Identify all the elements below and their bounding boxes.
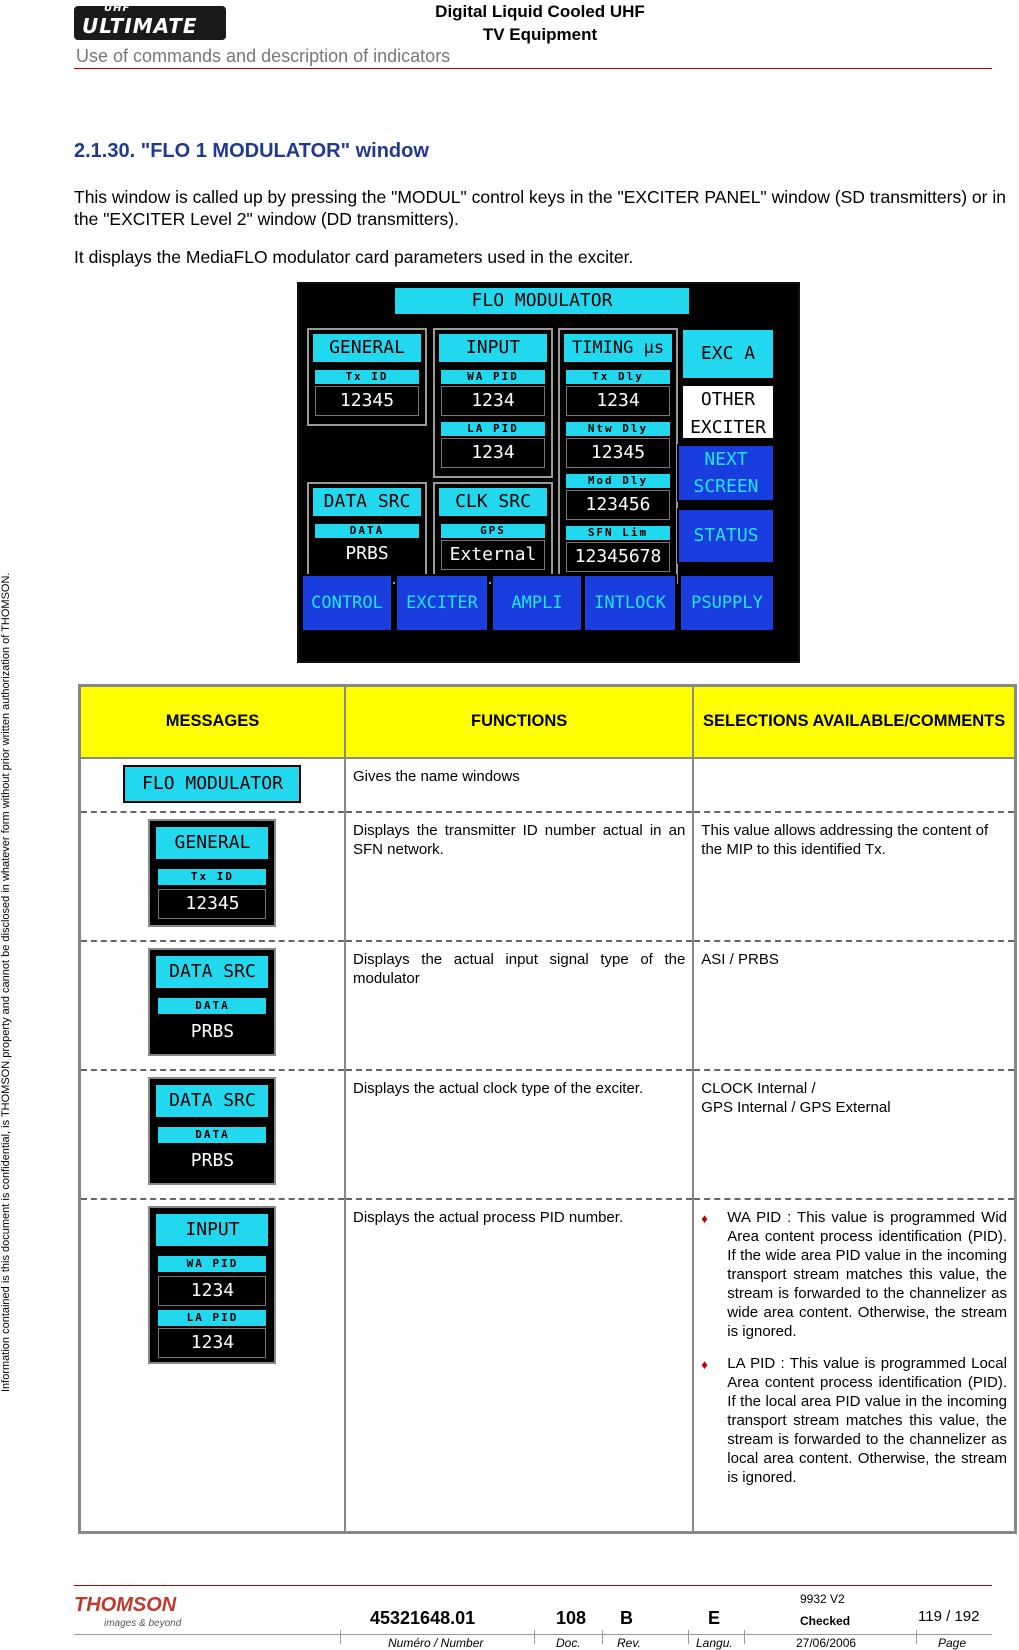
la-pid-label: LA PID (441, 422, 545, 436)
col-functions: FUNCTIONS (345, 686, 693, 758)
la-pid-value: 1234 (441, 438, 545, 468)
section-paragraph-1: This window is called up by pressing the "MODUL" control keys in the "EXCITER PANEL" window (SD transmitters) or in the "EXCITER Level 2" window (DD transmitters). (74, 187, 1006, 229)
section-paragraph-2: It displays the MediaFLO modulator card parameters used in the exciter. (74, 247, 634, 267)
data-value: PRBS (315, 540, 419, 570)
timing-header: TIMING µs (562, 332, 674, 364)
mod-dly-label: Mod Dly (566, 474, 670, 488)
doc-number: 45321648.01 (370, 1608, 476, 1628)
general-image: GENERAL Tx ID 12345 (148, 819, 276, 927)
label-lang: Langu. (696, 1636, 733, 1650)
label-rev: Rev. (617, 1636, 641, 1650)
wa-pid-label: WA PID (441, 370, 545, 384)
general-header: GENERAL (311, 332, 423, 364)
col-selections: SELECTIONS AVAILABLE/COMMENTS (693, 686, 1015, 758)
ntw-dly-value: 12345 (566, 438, 670, 468)
messages-table (78, 684, 1017, 1534)
sfn-lim-value: 12345678 (566, 542, 670, 572)
ntw-dly-label: Ntw Dly (566, 422, 670, 436)
section-heading: 2.1.30. "FLO 1 MODULATOR" window (74, 140, 429, 162)
exc-a-button[interactable]: EXC A (681, 328, 775, 380)
header-divider (74, 68, 992, 69)
status-button[interactable]: STATUS (677, 508, 775, 564)
confidentiality-note: Information contained is this document is confidential, is THOMSON property and cannot be disclosed in whatever form without prior written authorization of THOMSON. (0, 572, 12, 1392)
input-group (433, 328, 553, 478)
table-header-row (80, 686, 1016, 758)
doc-code: 108 (556, 1608, 587, 1628)
general-group (307, 328, 427, 426)
col-messages: MESSAGES (80, 686, 345, 758)
la-pid-bullet: ♦ LA PID : This value is programmed Local Area content process identification (PID). If the local area PID value in the incoming transport stream matches this value, the stream is forwarded to the channelizer as local area content. Otherwise, the stream is ignored. (701, 1354, 1007, 1486)
label-number: Numéro / Number (388, 1636, 484, 1650)
row2-comment: This value allows addressing the content of the MIP to this identified Tx. (693, 812, 1015, 941)
thomson-logo: THOMSON images & beyond (74, 1594, 182, 1629)
label-doc: Doc. (556, 1636, 581, 1650)
row4-comment: CLOCK Internal / GPS Internal / GPS External (693, 1070, 1015, 1199)
exciter-button[interactable]: EXCITER (395, 574, 489, 632)
clk-src-group (433, 482, 553, 584)
data-src-header: DATA SRC (311, 486, 423, 518)
ultimate-logo (74, 3, 226, 40)
language: E (708, 1608, 721, 1628)
logo-text: ULTIMATE (82, 14, 198, 38)
row1-comment (693, 758, 1015, 812)
tx-id-value: 12345 (315, 386, 419, 416)
screen-title: FLO MODULATOR (393, 286, 691, 316)
header-subtitle: Use of commands and description of indicators (76, 46, 451, 66)
tx-id-label: Tx ID (315, 370, 419, 384)
row2-function: Displays the transmitter ID number actual in an SFN network. (345, 812, 693, 941)
sfn-lim-label: SFN Lim (566, 526, 670, 540)
clk-value: External (441, 540, 545, 570)
logo-uhf: UHF (104, 3, 131, 14)
mod-dly-value: 123456 (566, 490, 670, 520)
tx-dly-value: 1234 (566, 386, 670, 416)
label-page: Page (938, 1636, 967, 1650)
timing-group (558, 328, 678, 584)
data-src-group (307, 482, 427, 584)
data-src-image: DATA SRC DATA PRBS (148, 948, 276, 1056)
data-label: DATA (315, 524, 419, 538)
ampli-button[interactable]: AMPLI (491, 574, 583, 632)
flo-modulator-screen (297, 282, 800, 663)
flo-modulator-title-image: FLO MODULATOR (123, 765, 301, 803)
input-image: INPUT WA PID 1234 LA PID 1234 (148, 1206, 276, 1364)
checked-label: Checked (800, 1614, 851, 1628)
table-row (80, 941, 1016, 1070)
row3-comment: ASI / PRBS (693, 941, 1015, 1070)
page-number: 119 / 192 (918, 1608, 980, 1625)
intlock-button[interactable]: INTLOCK (583, 574, 677, 632)
clk-src-header: CLK SRC (437, 486, 549, 518)
row5-comment (693, 1199, 1015, 1533)
row1-function: Gives the name windows (345, 758, 693, 812)
table-row (80, 1199, 1016, 1533)
footer-date: 27/06/2006 (796, 1636, 857, 1650)
row4-function: Displays the actual clock type of the exciter. (345, 1070, 693, 1199)
diamond-bullet-icon: ♦ (701, 1210, 708, 1226)
row3-function: Displays the actual input signal type of the modulator (345, 941, 693, 1070)
footer-divider (74, 1585, 992, 1586)
wa-pid-bullet: ♦ WA PID : This value is programmed Wid Area content process identification (PID). If the wide area PID value in the incoming transport stream matches this value, the stream is forwarded to the channelizer as wide area content. Otherwise, the stream is ignored. (701, 1208, 1007, 1340)
wa-pid-value: 1234 (441, 386, 545, 416)
psupply-button[interactable]: PSUPPLY (679, 574, 775, 632)
clock-src-image: DATA SRC DATA PRBS (148, 1077, 276, 1185)
table-row (80, 1070, 1016, 1199)
revision: B (620, 1608, 633, 1628)
other-exciter-button[interactable]: OTHER EXCITER (681, 384, 775, 440)
footer-bottom-line (74, 1634, 992, 1635)
control-button[interactable]: CONTROL (301, 574, 393, 632)
header-title: Digital Liquid Cooled UHF TV Equipment (435, 2, 645, 44)
diamond-bullet-icon: ♦ (701, 1356, 708, 1372)
table-row (80, 758, 1016, 812)
input-header: INPUT (437, 332, 549, 364)
tx-dly-label: Tx Dly (566, 370, 670, 384)
table-row (80, 812, 1016, 941)
next-screen-button[interactable]: NEXT SCREEN (677, 444, 775, 502)
version: 9932 V2 (800, 1592, 845, 1606)
row5-function: Displays the actual process PID number. (345, 1199, 693, 1533)
gps-label: GPS (441, 524, 545, 538)
